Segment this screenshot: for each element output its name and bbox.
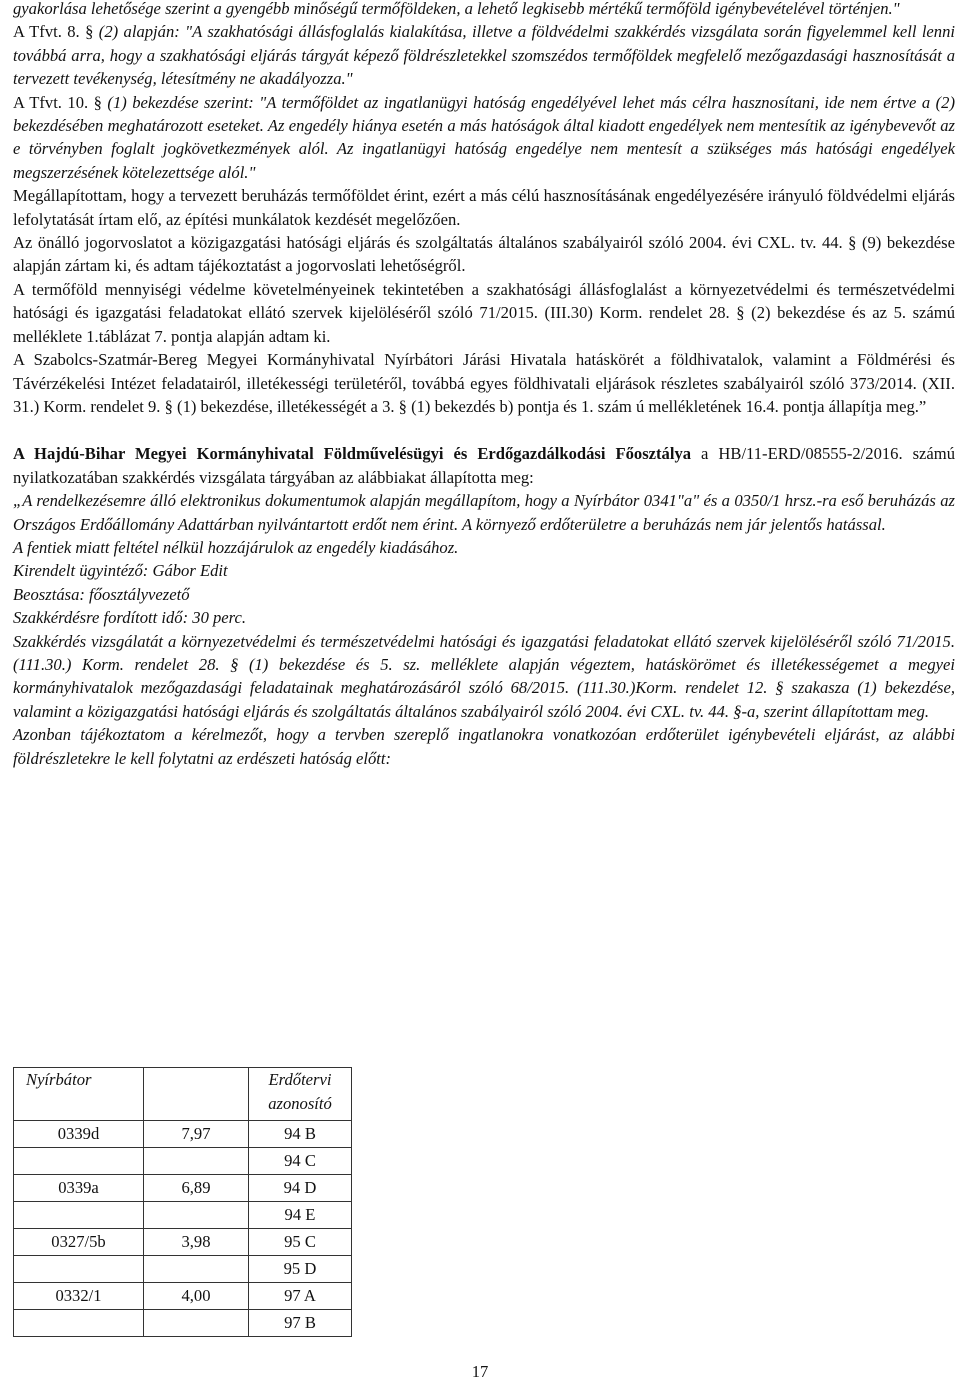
table-cell: 95 D [249, 1256, 352, 1283]
table-cell [144, 1256, 249, 1283]
table-cell [14, 1148, 144, 1175]
table-cell: 94 E [249, 1202, 352, 1229]
table-header-cell: Erdőtervi azonosító [249, 1068, 352, 1121]
table-cell: 0339a [14, 1175, 144, 1202]
table-cell: 3,98 [144, 1229, 249, 1256]
table-cell [144, 1148, 249, 1175]
paragraph-2: A Tfvt. 8. § (2) alapján: "A szakhatósági állásfoglalás kialakítása, illetve a földvédelmi szakkérdés vizsgálata során figyelemmel kell lenni továbbá arra, hogy a szakhatósági eljárás tárgyát képező földrészletekkel szomszédos termőföldek megfelelő mezőgazdasági hasznosítását a tervezett tevékenység, létesítmény ne akadályozza." [13, 22, 956, 89]
table-header-row [14, 1068, 352, 1121]
table-cell: 4,00 [144, 1283, 249, 1310]
paragraph-spacer [13, 418, 955, 442]
paragraph-11: Kirendelt ügyintéző: Gábor Edit [13, 561, 228, 581]
paragraph-7: A Szabolcs-Szatmár-Bereg Megyei Kormányhivatal Nyírbátori Járási Hivatala hatáskörét a földhivatalok, valamint a Földmérési és Távérzékelési Intézet feladatairól, illetékességi területéről, továbbá egyes földhivatali eljárások részletes szabályairól szóló 373/2014. (XII. 31.) Korm. rendelet 9. § (1) bekezdése, illetékességét a 3. § (1) bekezdés b) pontja és 1. szám ú mellékletének 16.4. pontja állapítja meg.” [13, 350, 955, 416]
table-cell: 6,89 [144, 1175, 249, 1202]
table-cell: 94 D [249, 1175, 352, 1202]
table-row [14, 1175, 352, 1202]
table-row [14, 1256, 352, 1283]
table-cell [144, 1310, 249, 1337]
parcel-table [13, 1067, 352, 1337]
table-cell: 0327/5b [14, 1229, 144, 1256]
paragraph-14: Szakkérdés vizsgálatát a környezetvédelmi és természetvédelmi hatósági és igazgatási feladatokat ellátó szervek kijelöléséről szóló 71/2015. (111.30.) Korm. rendelet 28. § (1) bekezdése és 5. sz. melléklete alapján végeztem, hatáskörömet és illetékességemet a megyei kormányhivatalok mezőgazdasági feladatainak meghatározásáról szóló 68/2015. (111.30.)Korm. rendelet 12. § szakasza (1) bekezdése, valamint a közigazgatási hatósági eljárás és szolgáltatás általános szabályairól szóló 2004. évi CXL. tv. 44. §-a, szerint állapítottam meg. [13, 631, 955, 721]
table-cell [14, 1202, 144, 1229]
table-row [14, 1202, 352, 1229]
paragraph-4: Megállapítottam, hogy a tervezett beruházás termőföldet érint, ezért a más célú hasznosításának engedélyezésére irányuló földvédelmi eljárás lefolytatását írtam elő, az építési munkálatok kezdését megelőzően. [13, 186, 955, 229]
table-header-cell: Nyírbátor [14, 1068, 144, 1121]
paragraph-12: Beosztása: főosztályvezető [13, 584, 190, 604]
table-row [14, 1121, 352, 1148]
table-cell: 7,97 [144, 1121, 249, 1148]
paragraph-9: „A rendelkezésemre álló elektronikus dokumentumok alapján megállapítom, hogy a Nyírbátor 0341"a" és a 0350/1 hrsz.-ra eső beruházás az Országos Erdőállomány Adattárban nyilvántartott erdőt nem érint. A környező erdőterületre a beruházás nem jár jelentős hatással. [13, 491, 955, 534]
paragraph-5: Az önálló jogorvoslatot a közigazgatási hatósági eljárás és szolgáltatás általános szabályairól szóló 2004. évi CXL. tv. 44. § (9) bekezdése alapján zártam ki, és adtam tájékoztatást a jogorvoslati lehetőségről. [13, 233, 955, 276]
table-cell: 94 C [249, 1148, 352, 1175]
document-body [13, 0, 955, 770]
paragraph-3: A Tfvt. 10. § (1) bekezdése szerint: "A termőföldet az ingatlanügyi hatóság engedélyével lehet más célra hasznosítani, ide nem értve a (2) bekezdésében meghatározott eseteket. Az engedély hiánya esetén a más hatóságok által kiadott engedélyek nem mentesítik az igénybevevőt az e törvényben foglalt jogkövetkezmények alól. Az ingatlanügyi hatóság engedélye nem mentesít a szükséges más hatósági engedélyek megszerzésének kötelezettsége alól." [13, 92, 956, 182]
table-cell: 0332/1 [14, 1283, 144, 1310]
table-row [14, 1310, 352, 1337]
paragraph-13: Szakkérdésre fordított idő: 30 perc. [13, 608, 247, 628]
paragraph-8: A Hajdú-Bihar Megyei Kormányhivatal Földművelésügyi és Erdőgazdálkodási Főosztálya a HB/11-ERD/08555-2/2016. számú nyilatkozatában szakkérdés vizsgálata tárgyában az alábbiakat állapította meg: [13, 444, 955, 487]
paragraph-6: A termőföld mennyiségi védelme követelményeinek tekintetében a szakhatósági állásfoglalást a környezetvédelmi és természetvédelmi hatósági és igazgatási feladatokat ellátó szervek kijelöléséről szóló 71/2015. (III.30) Korm. rendelet 28. § (2) bekezdése és az 5. számú melléklete 1.táblázat 7. pontja alapján adtam ki. [13, 279, 955, 346]
page-number: 17 [471, 1362, 489, 1381]
paragraph-10: A fentiek miatt feltétel nélkül hozzájárulok az engedély kiadásához. [13, 537, 459, 557]
paragraph-1: gyakorlása lehetősége szerint a gyengébb minőségű termőföldeken, a lehető legkisebb mértékű termőföld igénybevételével történjen." [13, 0, 900, 18]
table-cell [144, 1202, 249, 1229]
table-cell [14, 1256, 144, 1283]
table-row [14, 1148, 352, 1175]
paragraph-15: Azonban tájékoztatom a kérelmezőt, hogy a tervben szereplő ingatlanokra vonatkozóan erdőterület igénybevételi eljárást, az alábbi földrészletekre le kell folytatni az erdészeti hatóság előtt: [13, 725, 955, 768]
table-cell [14, 1310, 144, 1337]
table-cell: 97 A [249, 1283, 352, 1310]
table-header-cell [144, 1068, 249, 1121]
table-row [14, 1229, 352, 1256]
table-cell: 94 B [249, 1121, 352, 1148]
table-row [14, 1283, 352, 1310]
table-cell: 95 C [249, 1229, 352, 1256]
table-cell: 97 B [249, 1310, 352, 1337]
table-cell: 0339d [14, 1121, 144, 1148]
